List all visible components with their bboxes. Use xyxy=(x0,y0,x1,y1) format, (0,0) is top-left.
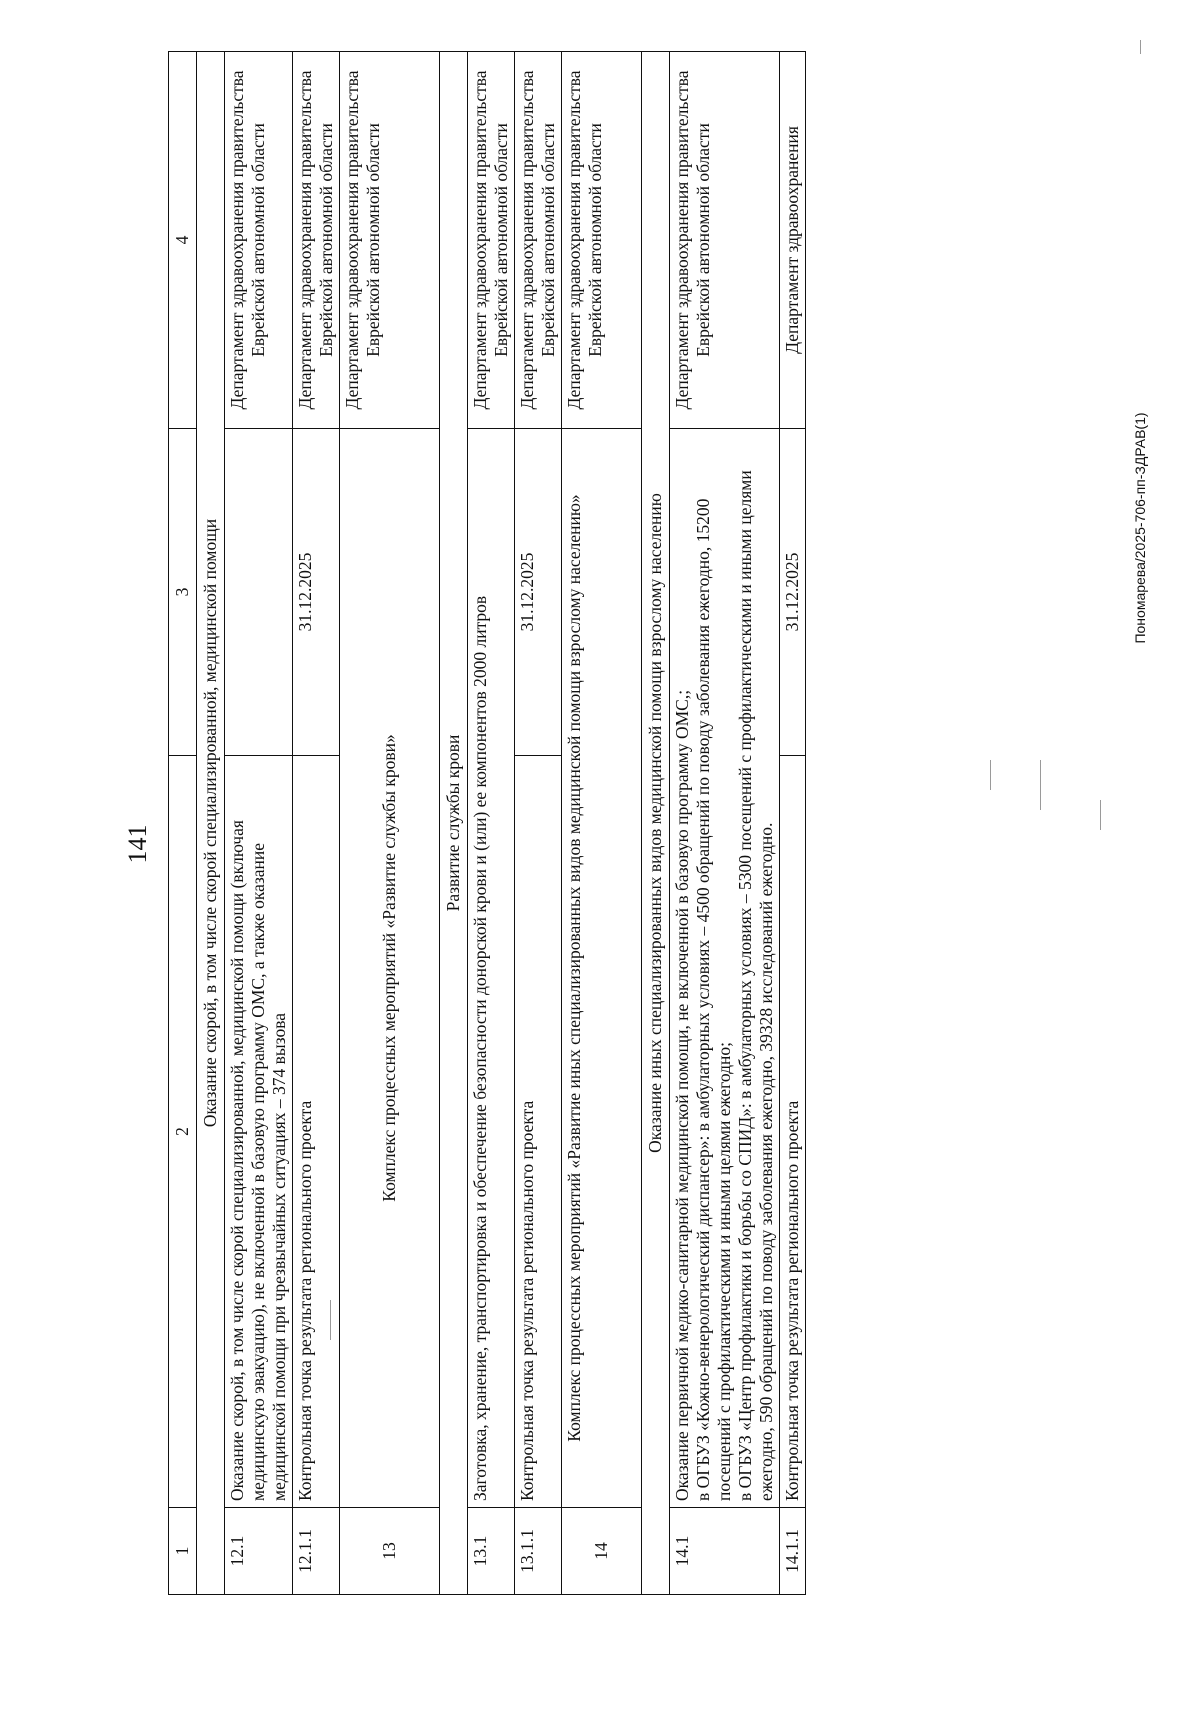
row-number: 14.1.1 xyxy=(780,1508,806,1595)
table-row xyxy=(780,52,806,1595)
row-responsible: Департамент здравоохранения правительства Еврейской автономной области xyxy=(670,52,780,429)
row-description: Заготовка, хранение, транспортировка и обеспечение безопасности донорской крови и (или) ее компонентов 2000 литров xyxy=(468,429,515,1508)
section-row xyxy=(642,52,670,1595)
rotated-table-frame xyxy=(168,70,1200,1573)
row-number: 12.1.1 xyxy=(293,1508,340,1595)
row-description: Контрольная точка результата регионального проекта xyxy=(780,756,806,1508)
row-description: Контрольная точка результата регионального проекта xyxy=(293,756,340,1508)
section-row xyxy=(440,52,468,1595)
row-responsible: Департамент здравоохранения правительства Еврейской автономной области xyxy=(293,52,340,429)
row-responsible: Департамент здравоохранения правительства Еврейской автономной области xyxy=(562,52,642,429)
header-cell-1: 1 xyxy=(169,1508,197,1595)
table-row xyxy=(468,52,515,1595)
page-number: 141 xyxy=(123,824,152,864)
row-date xyxy=(225,429,293,756)
row-date: 31.12.2025 xyxy=(780,429,806,756)
table-row xyxy=(225,52,293,1595)
row-responsible: Департамент здравоохранения правительства Еврейской автономной области xyxy=(225,52,293,429)
table-row xyxy=(670,52,780,1595)
header-cell-3: 3 xyxy=(169,429,197,756)
row-responsible: Департамент здравоохранения правительства Еврейской автономной области xyxy=(340,52,440,429)
row-number: 13.1 xyxy=(468,1508,515,1595)
table-row xyxy=(515,52,562,1595)
row-number: 13 xyxy=(340,1508,440,1595)
table-header-row xyxy=(169,52,197,1595)
row-number: 14 xyxy=(562,1508,642,1595)
rotated-table-content xyxy=(168,70,1040,1595)
scan-mark xyxy=(1140,40,1141,54)
header-cell-4: 4 xyxy=(169,52,197,429)
header-cell-2: 2 xyxy=(169,756,197,1508)
measures-table xyxy=(168,51,806,1595)
section-title: Развитие службы крови xyxy=(440,52,468,1595)
section-title: Оказание скорой, в том числе скорой специализированной, медицинской помощи xyxy=(197,52,225,1595)
row-number: 14.1 xyxy=(670,1508,780,1595)
row-date: 31.12.2025 xyxy=(293,429,340,756)
row-description: Контрольная точка результата регионального проекта xyxy=(515,756,562,1508)
table-row xyxy=(340,52,440,1595)
table-row xyxy=(293,52,340,1595)
section-row xyxy=(197,52,225,1595)
row-number: 13.1.1 xyxy=(515,1508,562,1595)
row-date: 31.12.2025 xyxy=(515,429,562,756)
row-description: Комплекс процессных мероприятий «Развитие службы крови» xyxy=(340,429,440,1508)
row-description: Оказание скорой, в том числе скорой специализированной, медицинской помощи (включая медицинскую эвакуацию), не включенной в базовую программу ОМС, а также оказание медицинской помощи при чрезвычайных ситуациях – 374 вызова xyxy=(225,756,293,1508)
row-responsible: Департамент здравоохранения правительства Еврейской автономной области xyxy=(515,52,562,429)
table-row xyxy=(562,52,642,1595)
row-responsible: Департамент здравоохранения xyxy=(780,52,806,429)
row-responsible: Департамент здравоохранения правительства Еврейской автономной области xyxy=(468,52,515,429)
row-number: 12.1 xyxy=(225,1508,293,1595)
row-description: Оказание первичной медико-санитарной медицинской помощи, не включенной в базовую программу ОМС,; в ОГБУЗ «Кожно-венерологический диспансер»: в амбулаторных условиях – 4500 обращений по поводу заболевания ежегодно, 15200 посещений с профилактическими и иными целями ежегодно; в ОГБУЗ «Центр профилактики и борьбы со СПИД»: в амбулаторных условиях – 5300 посещений с профилактическими и иными целями ежегодно, 590 обращений по поводу заболевания ежегодно, 39328 исследований ежегодно. xyxy=(670,429,780,1508)
section-title: Оказание иных специализированных видов медицинской помощи взрослому населению xyxy=(642,52,670,1595)
row-description: Комплекс процессных мероприятий «Развитие иных специализированных видов медицинской помощи взрослому населению» xyxy=(562,429,642,1508)
document-code: Пономарева/2025-706-пп-ЗДРАВ(1) xyxy=(1132,412,1148,644)
